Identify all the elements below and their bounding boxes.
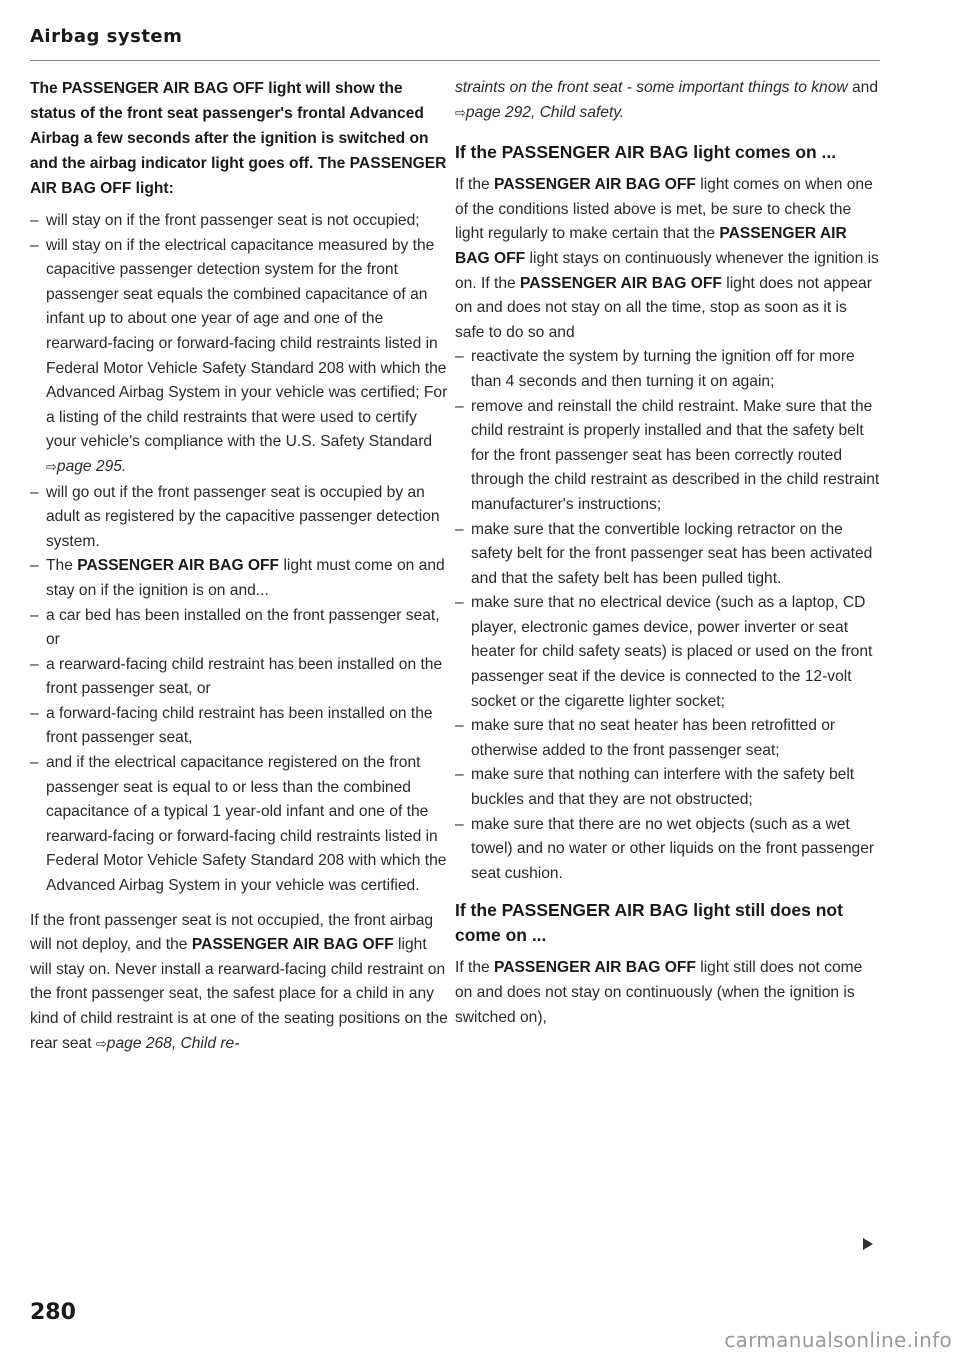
section-title: Airbag system: [30, 26, 183, 47]
page-link-text[interactable]: straints on the front seat - some important things to know: [455, 79, 848, 96]
action-list: [455, 345, 880, 886]
list-item: – make sure that nothing can interfere with the safety belt buckles and that they are not obstructed;: [455, 763, 880, 812]
list-item: – make sure that no seat heater has been retrofitted or otherwise added to the front passenger seat;: [455, 714, 880, 763]
page-number: 280: [30, 1300, 76, 1325]
list-item: – make sure that no electrical device (such as a laptop, CD player, electronic games device, power inverter or seat heater for child safety seats) is placed or used on the front passenger seat if the device is connected to the 12-volt socket or the cigarette lighter socket;: [455, 591, 880, 714]
intro-heading: The PASSENGER AIR BAG OFF light will show the status of the front seat passenger's frontal Advanced Airbag a few seconds after the ignition is switched on and the airbag indicator light goes off. The PASSENGER AIR BAG OFF light:: [30, 80, 447, 197]
right-column: [455, 76, 880, 1030]
page-link[interactable]: ⇨page 292, Child safety.: [455, 103, 625, 121]
list-item: – reactivate the system by turning the ignition off for more than 4 seconds and then turning it on again;: [455, 345, 880, 394]
list-item: – a car bed has been installed on the front passenger seat, or: [30, 604, 450, 653]
continued-paragraph: straints on the front seat - some important things to know and ⇨page 292, Child safety.: [455, 79, 879, 121]
list-item: – make sure that the convertible locking retractor on the safety belt for the front passenger seat has been activated and that the safety belt has been pulled tight.: [455, 518, 880, 592]
page-link[interactable]: ⇨page 268, Child re-: [95, 1034, 240, 1052]
list-item: – a forward-facing child restraint has been installed on the front passenger seat,: [30, 702, 450, 751]
list-item: – make sure that there are no wet objects (such as a wet towel) and no water or other liquids on the front passenger seat cushion.: [455, 813, 880, 887]
status-list: [30, 209, 450, 899]
paragraph: If the front passenger seat is not occupied, the front airbag will not deploy, and the PASSENGER AIR BAG OFF light will stay on. Never install a rearward-facing child restraint on the front passenger seat, the safest place for a child in any kind of child restraint is at one of the seating positions on the rear seat ⇨page 268, Child re-: [30, 911, 448, 1052]
list-item: – will go out if the front passenger seat is occupied by an adult as registered by the capacitive passenger detection system.: [30, 481, 450, 555]
left-column: [30, 76, 450, 1057]
list-item: – a rearward-facing child restraint has been installed on the front passenger seat, or: [30, 653, 450, 702]
list-item: – remove and reinstall the child restraint. Make sure that the child restraint is properly installed and that the safety belt for the front passenger seat has been correctly routed through the child restraint as described in the child restraint manufacturer's instructions;: [455, 395, 880, 518]
arrow-icon: ⇨: [46, 459, 57, 475]
section-heading: If the PASSENGER AIR BAG light still does not come on ...: [455, 900, 843, 946]
paragraph: If the PASSENGER AIR BAG OFF light still does not come on and does not stay on continuously (when the ignition is switched on),: [455, 959, 863, 1026]
section-heading: If the PASSENGER AIR BAG light comes on ...: [455, 142, 837, 163]
watermark: carmanualsonline.info: [724, 1328, 952, 1352]
list-item: – will stay on if the front passenger seat is not occupied;: [30, 209, 450, 234]
page-link[interactable]: ⇨page 295.: [46, 457, 127, 475]
arrow-icon: ⇨: [95, 1036, 107, 1052]
list-item: – and if the electrical capacitance registered on the front passenger seat is equal to or less than the combined capacitance of a typical 1 year-old infant and one of the rearward-facing or forward-facing child restraints listed in Federal Motor Vehicle Safety Standard 208 with which the Advanced Airbag System in your vehicle was certified.: [30, 751, 450, 899]
list-item: – The PASSENGER AIR BAG OFF light must come on and stay on if the ignition is on and...: [30, 554, 450, 603]
page-header: [30, 22, 880, 61]
arrow-icon: ⇨: [455, 105, 466, 121]
paragraph: If the PASSENGER AIR BAG OFF light comes on when one of the conditions listed above is met, be sure to check the light regularly to make certain that the PASSENGER AIR BAG OFF light stays on continuously whenever the ignition is on. If the PASSENGER AIR BAG OFF light does not appear on and does not stay on all the time, stop as soon as it is safe to do so and: [455, 176, 879, 341]
continue-arrow-icon: [863, 1238, 873, 1250]
list-item: – will stay on if the electrical capacitance measured by the capacitive passenger detection system for the front passenger seat equals the combined capacitance of an infant up to about one year of age and one of the rearward-facing or forward-facing child restraints listed in Federal Motor Vehicle Safety Standard 208 with which the Advanced Airbag System in your vehicle was certified; For a listing of the child restraints that were used to certify your vehicle's compliance with the U.S. Safety Standard ⇨page 295.: [30, 234, 450, 481]
